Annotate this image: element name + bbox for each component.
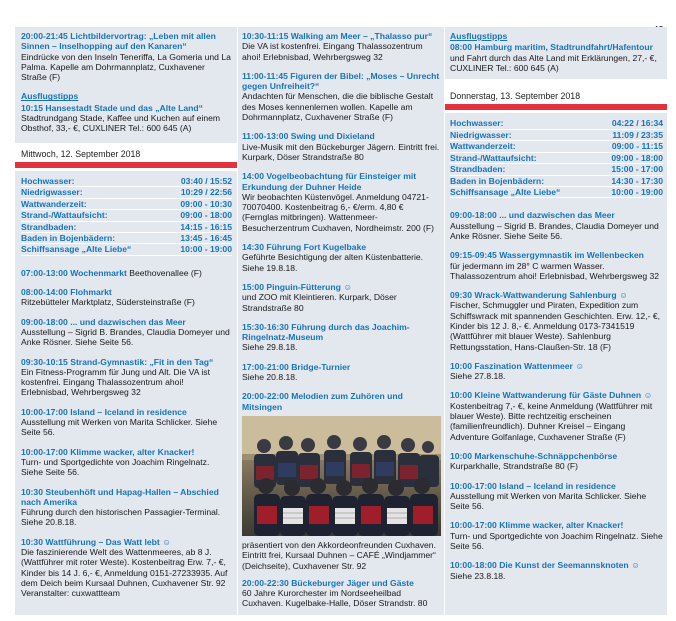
event-title: 14:00 Vogelbeobachtung für Einsteiger mit Erkundung der Duhner Heide bbox=[242, 171, 417, 192]
event-title: 10:00-17:00 Klimme wacker, alter Knacker! bbox=[450, 520, 624, 531]
event-title: 10:15 Hansestadt Stade und das „Alte Land“ bbox=[21, 102, 203, 113]
excursion-tip-heading: Ausflugstipps bbox=[21, 91, 79, 102]
event-title: 10:00-17:00 Klimme wacker, alter Knacker! bbox=[21, 446, 195, 457]
event-title: 10:00-18:00 Die Kunst der Seemannsknoten ☺ bbox=[450, 560, 640, 571]
event-desc: Fischer, Schmuggler und Piraten, Expedition zum Schiffswrack mit spannenden Geschichten. Erw. 12,- €, Kinder bis 12 J. 8,- €. Anmeldung 0173-7341519 (Wattführer mit blauer Weste). Sahlenburg Rettungsstation, Hans-Claußen-Str. 18 (F) bbox=[450, 300, 661, 352]
event-desc: Die VA ist kostenfrei. Eingang Thalassozentrum ahoi! Erlebnisbad, Wehrbergsweg 32 bbox=[242, 41, 423, 62]
tide-row: Niedrigwasser: 10:29 / 22:56 bbox=[21, 187, 232, 198]
event-title: 09:15-09:45 Wassergymnastik im Wellenbecken bbox=[450, 250, 644, 261]
tide-row: Strand-/Wattaufsicht: 09:00 - 18:00 bbox=[450, 152, 663, 163]
event-title: 09:00-18:00 ... und dazwischen das Meer bbox=[21, 316, 186, 327]
event-title: 09:30 Wrack-Wattwanderung Sahlenburg ☺ bbox=[450, 290, 628, 301]
event-desc: Ausstellung mit Werken von Marita Schlicker. Siehe Seite 56. bbox=[21, 417, 218, 438]
event-wassergymnastik bbox=[450, 250, 663, 281]
event-ringelnatz-museum bbox=[242, 322, 441, 353]
event-desc: Geführte Besichtigung der alten Küstenbatterie. Siehe 19.8.18. bbox=[242, 252, 424, 273]
event-klimme-wacker bbox=[450, 520, 663, 551]
event-desc: Ein Fitness-Programm für Jung und Alt. Die VA ist kostenfrei. Eingang Thalassozentrum ahoi! Erlebnisbad, Wehrbergsweg 32 bbox=[21, 366, 210, 398]
event-desc: Kurparkhalle, Strandstraße 80 (F) bbox=[450, 461, 579, 472]
event-desc: Führung durch den historischen Passagier-Terminal. Siehe 20.8.18. bbox=[21, 507, 221, 528]
tide-row: Baden in Bojenbädern: 13:45 - 16:45 bbox=[21, 233, 232, 243]
event-desc: und Fahrt durch das Alte Land mit Erklärungen, 27,- €, CUXLINER Tel.: 600 645 (A) bbox=[450, 52, 657, 73]
event-bridge bbox=[242, 362, 441, 383]
event-desc: Stadtrundgang Stade, Kaffee und Kuchen auf einem Obsthof, 33,- €, CUXLINER Tel.: 600 645 (A) bbox=[21, 113, 221, 134]
event-title: 14:30 Führung Fort Kugelbake bbox=[242, 242, 367, 253]
event-title: 10:00-17:00 Island – Iceland in residence bbox=[450, 480, 616, 491]
event-desc: Ritzebütteler Marktplatz, Südersteinstraße (F) bbox=[21, 297, 195, 308]
event-title: 11:00-11:45 Figuren der Bibel: „Moses – Unrecht gegen Unfreiheit?“ bbox=[242, 70, 440, 92]
event-desc: Live-Musik mit den Bückeburger Jägern. Eintritt frei. Kurpark, Döser Strandstraße 80 bbox=[242, 141, 440, 162]
event-desc: für jedermann im 28° C warmen Wasser. Thalassozentrum ahoi! Erlebnisbad, Wehrbergsweg 32 bbox=[450, 260, 660, 281]
red-divider bbox=[15, 162, 238, 168]
excursion-tip bbox=[450, 31, 663, 73]
event-title: 09:30-10:15 Strand-Gymnastik: „Fit in den Tag“ bbox=[21, 356, 214, 367]
tide-table bbox=[450, 118, 663, 198]
event-wochenmarkt bbox=[21, 268, 232, 278]
accordion-group-photo bbox=[242, 416, 441, 536]
event-title: 10:00 Kleine Wattwanderung für Gäste Duhnen ☺ bbox=[450, 390, 653, 401]
tide-row: Wattwanderzeit: 09:00 - 11:15 bbox=[450, 141, 663, 152]
accordion-group-photo-graphic bbox=[242, 416, 441, 536]
tide-row: Strandbaden: 14:15 - 16:15 bbox=[21, 221, 232, 232]
event-title: 09:00-18:00 ... und dazwischen das Meer bbox=[450, 210, 615, 221]
event-title: 15:30-16:30 Führung durch das Joachim-Ringelnatz-Museum bbox=[242, 321, 410, 343]
event-title: 10:30-11:15 Walking am Meer – „Thalasso pur“ bbox=[242, 31, 433, 41]
tide-row: Hochwasser: 04:22 / 16:34 bbox=[450, 118, 663, 129]
event-desc: Beethovenallee (F) bbox=[126, 267, 202, 278]
event-desc: Ausstellung mit Werken von Marita Schlicker. Siehe Seite 56. bbox=[450, 490, 647, 512]
event-melodien bbox=[242, 391, 441, 570]
event-title: 11:00-13:00 Swing und Dixieland bbox=[242, 131, 375, 142]
tide-row: Baden in Bojenbädern: 14:30 - 17:30 bbox=[450, 175, 663, 186]
tide-row: Hochwasser: 03:40 / 15:52 bbox=[21, 175, 232, 186]
excursion-tip-heading: Ausflugstipps bbox=[450, 31, 508, 41]
event-title: 10:30 Wattführung – Das Watt lebt ☺ bbox=[21, 536, 171, 547]
event-fort-kugelbake bbox=[242, 242, 441, 273]
event-bueckeburger bbox=[242, 578, 441, 609]
tide-row: Schiffsansage „Alte Liebe“ 10:00 - 19:00 bbox=[21, 244, 232, 255]
column-2 bbox=[238, 27, 445, 615]
day-header bbox=[445, 79, 667, 113]
tide-row: Strand-/Wattaufsicht: 09:00 - 18:00 bbox=[21, 210, 232, 221]
event-desc: Turn- und Sportgedichte von Joachim Ringelnatz. Siehe Seite 56. bbox=[21, 456, 210, 478]
event-wattfuehrung bbox=[21, 537, 232, 599]
day-header bbox=[15, 143, 238, 171]
event-desc: Ausstellung – Sigrid B. Brandes, Claudia Domeyer und Anke Rösner. Siehe Seite 56. bbox=[21, 327, 230, 348]
event-title: 10:00 Markenschuhe-Schnäppchenbörse bbox=[450, 450, 618, 461]
event-klimme-wacker bbox=[21, 447, 232, 478]
event-desc: Die faszinierende Welt des Wattenmeeres, ab 8 J. (Wattführer mit roter Weste). Kostenbeitrag Erw. 7,- €, Kinder bis 14 J. 6,- €, Anmeldung 0151-27233935. Auf dem Deich beim Kursaal Duhnen, Cuxhavener Str. 92 Veranstalter: cuxwattteam bbox=[21, 547, 228, 599]
event-pinguin bbox=[242, 282, 441, 313]
event-desc: 60 Jahre Kurorchester im Nordseeheilbad Cuxhaven. Kugelbake-Halle, Döser Strandstr. 80 bbox=[242, 588, 428, 609]
event-title: 08:00 Hamburg maritim, Stadtrundfahrt/Hafentour bbox=[450, 42, 653, 53]
event-desc: Eindrücke von den Inseln Teneriffa, La Gomeria und La Palma. Kapelle am Dohrmannplatz, Cuxhavener Straße (F) bbox=[21, 51, 231, 83]
excursion-tip bbox=[21, 91, 232, 133]
event-faszination-wattenmeer bbox=[450, 361, 663, 382]
day-date: Donnerstag, 13. September 2018 bbox=[450, 91, 581, 102]
event-desc: Siehe 27.8.18. bbox=[450, 371, 506, 382]
event-ausstellung-meer bbox=[450, 210, 663, 241]
event-title: 10:00-17:00 Island – Iceland in residence bbox=[21, 406, 187, 417]
event-island bbox=[21, 407, 232, 438]
red-divider bbox=[445, 104, 667, 110]
event-desc: und ZOO mit Kleintieren. Kurpark, Döser Strandstraße 80 bbox=[242, 292, 397, 313]
column-1 bbox=[15, 27, 238, 615]
tide-row: Schiffsansage „Alte Liebe“ 10:00 - 19:00 bbox=[450, 186, 663, 197]
event-title: 08:00-14:00 Flohmarkt bbox=[21, 287, 112, 298]
event-markenschuhe bbox=[450, 451, 663, 472]
event-desc: Wir beobachten Küstenvögel. Anmeldung 04721-70070400. Kostenbeitrag 6,- €/erm. 4,80 € (Fernglas mitbringen). Wattenmeer-Besucherzentrum Cuxhaven, Nordheimstr. 200 (F) bbox=[242, 191, 435, 233]
event-title: 07:00-13:00 Wochenmarkt bbox=[21, 267, 127, 278]
event-walking bbox=[242, 31, 441, 62]
event-wrack-wattwanderung bbox=[450, 290, 663, 352]
event-desc: Siehe 29.8.18. bbox=[242, 342, 298, 353]
event-flohmarkt bbox=[21, 287, 232, 308]
event-ausstellung-meer bbox=[21, 317, 232, 348]
event-kleine-wattwanderung bbox=[450, 390, 663, 441]
tide-row: Strandbaden: 15:00 - 17:00 bbox=[450, 164, 663, 175]
event-title: 10:30 Steubenhöft und Hapag-Hallen – Abschied nach Amerika bbox=[21, 486, 219, 507]
event-strand-gymnastik bbox=[21, 357, 232, 398]
event-title: 20:00-22:30 Bückeburger Jäger und Gäste bbox=[242, 577, 414, 588]
tide-row: Niedrigwasser: 11:09 / 23:35 bbox=[450, 129, 663, 140]
event-desc: präsentiert von den Akkordeonfreunden Cuxhaven. Eintritt frei, Kursaal Duhnen – CAFÉ „Windjammer“ (Deichseite), Cuxhavener Str. 92 bbox=[242, 539, 436, 571]
event-desc: Kostenbeitrag 7,- €, keine Anmeldung (Wattführer mit blauer Weste). Bitte rechtzeitig erscheinen (familienfreundlich). Duhner Kreisel – Eingang Adventure Golfanlage, Cuxhavener Straße (F) bbox=[450, 400, 653, 442]
event-desc: Ausstellung – Sigrid B. Brandes, Claudia Domeyer und Anke Rösner. Siehe Seite 56. bbox=[450, 220, 659, 241]
event-island bbox=[450, 481, 663, 512]
event-desc: Siehe 23.8.18. bbox=[450, 570, 506, 581]
column-3 bbox=[445, 27, 667, 615]
event-lichtbildervortrag bbox=[21, 31, 232, 82]
event-title: 20:00-21:45 Lichtbildervortrag: „Leben mit allen Sinnen – Inselhopping auf den Kanaren“ bbox=[21, 31, 216, 52]
event-figuren-bibel bbox=[242, 71, 441, 122]
event-desc: Andachten für Menschen, die die biblische Gestalt des Moses kennenlernen wollen. Kapelle am Dohrmannplatz, Cuxhavener Straße (F) bbox=[242, 91, 434, 123]
event-swing-dixieland bbox=[242, 131, 441, 162]
event-title: 15:00 Pinguin-Fütterung ☺ bbox=[242, 281, 352, 292]
event-title: 17:00-21:00 Bridge-Turnier bbox=[242, 361, 351, 372]
tide-table bbox=[21, 176, 232, 256]
event-steubenhoeft bbox=[21, 487, 232, 528]
event-title: 10:00 Faszination Wattenmeer ☺ bbox=[450, 360, 585, 371]
event-desc: Turn- und Sportgedichte von Joachim Ringelnatz. Siehe Seite 56. bbox=[450, 530, 663, 552]
event-desc: Siehe 20.8.18. bbox=[242, 372, 298, 383]
day-date: Mittwoch, 12. September 2018 bbox=[21, 148, 141, 159]
event-vogelbeobachtung bbox=[242, 171, 441, 233]
event-title: 20:00-22:00 Melodien zum Zuhören und Mitsingen bbox=[242, 391, 403, 412]
event-seemannsknoten bbox=[450, 560, 663, 581]
tide-row: Wattwanderzeit: 09:00 - 10:30 bbox=[21, 198, 232, 209]
